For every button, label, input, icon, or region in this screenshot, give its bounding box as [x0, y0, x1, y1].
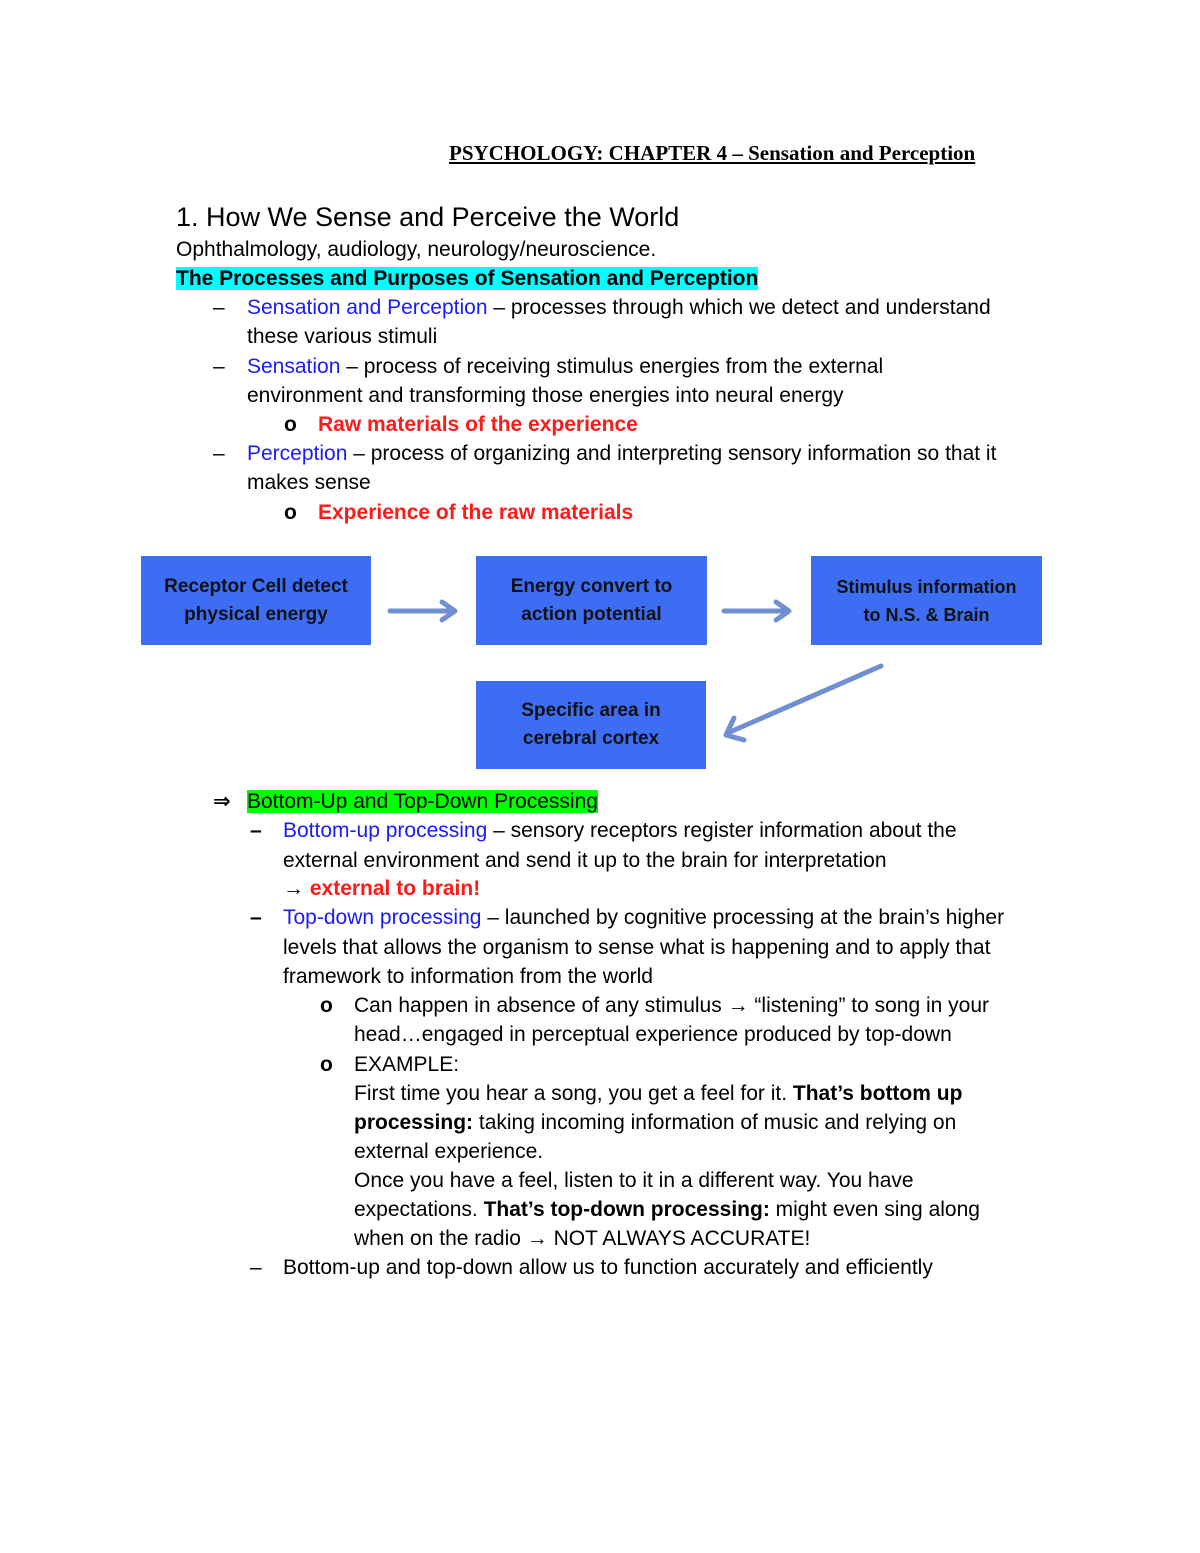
section2-heading [247, 788, 598, 816]
section2-heading-text: Bottom-Up and Top-Down Processing [247, 790, 598, 813]
flow-box-energy: Energy convert to action potential [476, 556, 707, 645]
bu-line-1 [283, 817, 957, 845]
dash-bullet: – [213, 355, 225, 378]
example-line-5 [354, 1196, 980, 1224]
page-header: PSYCHOLOGY: CHAPTER 4 – Sensation and Perception [449, 141, 976, 165]
td-line-2: levels that allows the organism to sense what is happening and to apply that [283, 936, 991, 959]
arrow-down-left-icon [726, 666, 881, 740]
td-sub1-b: “listening” to song in your [748, 994, 990, 1017]
circle-bullet: o [284, 413, 297, 436]
sensation-line-2: environment and transforming those energies into neural energy [247, 384, 844, 407]
bu-note: external to brain! [309, 877, 481, 900]
arrow-right-icon: → [283, 877, 304, 900]
subheading-text: The Processes and Purposes of Sensation and Perception [176, 267, 759, 290]
circle-bullet: o [284, 501, 297, 524]
dash-bullet: – [250, 906, 262, 929]
dash-bullet: – [250, 1256, 262, 1279]
flow-box-receptor: Receptor Cell detect physical energy [141, 556, 371, 645]
dash-bullet: – [250, 819, 262, 842]
dash-bullet: – [213, 442, 225, 465]
sp-def: – processes through which we detect and understand [487, 296, 991, 319]
example-text: First time you hear a song, you get a feel for it. [354, 1082, 793, 1105]
flow-box-stimulus: Stimulus information to N.S. & Brain [811, 556, 1042, 645]
flow-box-cortex: Specific area in cerebral cortex [476, 681, 706, 769]
example-line-6 [354, 1225, 810, 1253]
bu-term: Bottom-up processing [283, 819, 488, 842]
example-bold: That’s top-down processing: [483, 1198, 770, 1221]
example-line-4: Once you have a feel, listen to it in a different way. You have [354, 1169, 914, 1192]
td-line-3: framework to information from the world [283, 965, 653, 988]
example-text: when on the radio [354, 1227, 527, 1250]
arrow-right-icon [724, 602, 789, 620]
td-sub1-line-2: head…engaged in perceptual experience produced by top-down [354, 1023, 952, 1046]
example-bold: That’s bottom up [792, 1082, 963, 1105]
implies-bullet: ⇒ [213, 790, 231, 813]
example-line-1 [354, 1080, 962, 1108]
td-sub1-a: Can happen in absence of any stimulus [354, 994, 728, 1017]
sp-line-2: these various stimuli [247, 325, 438, 348]
dash-bullet: – [213, 296, 225, 319]
circle-bullet: o [320, 994, 333, 1017]
arrow-right-icon: → [526, 1227, 548, 1250]
sp-term: Sensation and Perception [247, 296, 488, 319]
arrow-right-icon: → [727, 994, 749, 1017]
sensation-def: – process of receiving stimulus energies from the external [340, 355, 884, 378]
arrow-right-icon [390, 602, 455, 620]
bu-note-line [283, 875, 480, 903]
bu-line-2: external environment and send it up to the brain for interpretation [283, 849, 887, 872]
perception-term: Perception [247, 442, 348, 465]
example-text: NOT ALWAYS ACCURATE! [547, 1227, 811, 1250]
example-text: expectations. [354, 1198, 484, 1221]
perception-sub: Experience of the raw materials [318, 501, 634, 524]
td-def: – launched by cognitive processing at the brain’s higher [481, 906, 1005, 929]
example-bold: processing: [354, 1111, 474, 1134]
perception-line-2: makes sense [247, 471, 371, 494]
section-heading: 1. How We Sense and Perceive the World [176, 202, 680, 232]
td-sub1-line-1 [354, 992, 989, 1020]
td-term: Top-down processing [283, 906, 482, 929]
example-label: EXAMPLE: [354, 1053, 460, 1076]
example-text: taking incoming information of music and relying on [473, 1111, 957, 1134]
td-line-1 [283, 904, 1004, 932]
fields-line: Ophthalmology, audiology, neurology/neuroscience. [176, 238, 657, 261]
circle-bullet: o [320, 1053, 333, 1076]
sensation-sub: Raw materials of the experience [318, 413, 638, 436]
example-text: might even sing along [769, 1198, 980, 1221]
final-line: Bottom-up and top-down allow us to function accurately and efficiently [283, 1256, 933, 1279]
example-line-2 [354, 1109, 956, 1137]
perception-def: – process of organizing and interpreting sensory information so that it [347, 442, 997, 465]
example-line-3: external experience. [354, 1140, 544, 1163]
bu-def: – sensory receptors register information about the [487, 819, 957, 842]
sensation-term: Sensation [247, 355, 341, 378]
